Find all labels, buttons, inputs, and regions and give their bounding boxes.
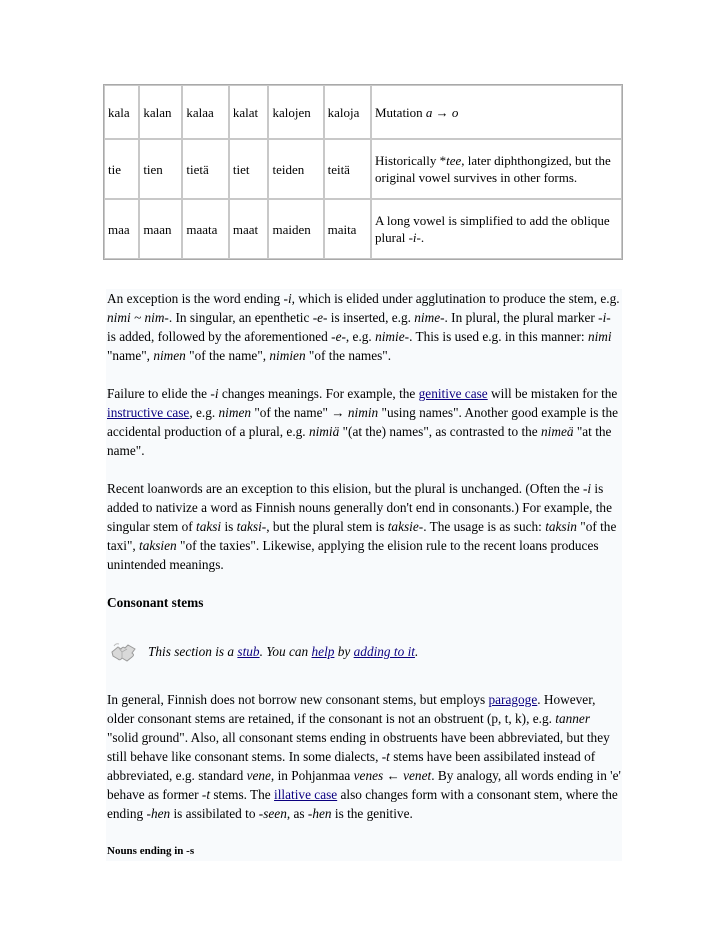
table-cell: kala: [104, 85, 139, 139]
table-row: [104, 139, 622, 199]
table-cell: teiden: [268, 139, 323, 199]
stub-text: This section is a stub. You can help by adding to it.: [148, 643, 419, 659]
section-heading: Consonant stems: [107, 595, 204, 610]
paragoge-link[interactable]: paragoge: [488, 692, 538, 707]
table-cell: maa: [104, 199, 139, 259]
table-cell: maita: [324, 199, 371, 259]
paragraph-elision: An exception is the word ending -i, which is elided under agglutination to produce the stem, e.g. nimi ~ nim-. In singular, an epenthetic -e- is inserted, e.g. nime-. In plural, the plural marker -i- is added, followed by the aforementioned -e-, e.g. nimie-. This is used e.g. in this manner: nimi "name", nimen "of the name", nimien "of the names".: [107, 291, 620, 363]
table-cell: kalat: [229, 85, 269, 139]
table-cell: maan: [139, 199, 182, 259]
stub-notice: [106, 631, 622, 671]
table-note: Mutation a → o: [371, 85, 622, 139]
illative-case-link[interactable]: illative case: [274, 787, 338, 802]
puzzle-piece-icon: [108, 638, 140, 664]
table-cell: kalaa: [182, 85, 229, 139]
table-cell: tietä: [182, 139, 229, 199]
subsection-heading: Nouns ending in -s: [107, 845, 195, 857]
table-cell: teitä: [324, 139, 371, 199]
paragraph-consonant-stems: In general, Finnish does not borrow new consonant stems, but employs paragoge. However, older consonant stems are retained, if the consonant is not an obstruent (p, t, k), e.g. tanner "solid ground". Also, all consonant stems ending in obstruents have been abbreviated, but they still behave like consonant stems. In some dialects, -t stems have been assibilated instead of abbreviated, e.g. standard vene, in Pohjanmaa venes ← venet. By analogy, all words ending in 'e' behave as former -t stems. The illative case also changes form with a consonant stem, where the ending -hen is assibilated to -seen, as -hen is the genitive.: [107, 692, 621, 821]
table-cell: tie: [104, 139, 139, 199]
table-note: A long vowel is simplified to add the oblique plural -i-.: [371, 199, 622, 259]
paragraph-failure: Failure to elide the -i changes meanings. For example, the genitive case will be mistaken for the instructive case, e.g. nimen "of the name" → nimin "using names". Another good example is the accidental production of a plural, e.g. nimiä "(at the) names", as contrasted to the nimeä "at the name".: [107, 386, 619, 458]
table-cell: maata: [182, 199, 229, 259]
table-cell: kalojen: [268, 85, 323, 139]
table-note: Historically *tee, later diphthongized, but the original vowel survives in other forms.: [371, 139, 622, 199]
declension-table: [103, 84, 623, 260]
table-cell: kaloja: [324, 85, 371, 139]
help-link[interactable]: help: [311, 643, 335, 659]
table-row: [104, 199, 622, 259]
genitive-case-link[interactable]: genitive case: [418, 386, 488, 401]
table-cell: kalan: [139, 85, 182, 139]
stub-link[interactable]: stub: [237, 643, 260, 659]
instructive-case-link[interactable]: instructive case: [107, 405, 190, 420]
table-cell: tien: [139, 139, 182, 199]
table-row: [104, 85, 622, 139]
paragraph-loanwords: Recent loanwords are an exception to this elision, but the plural is unchanged. (Often the -i is added to nativize a word as Finnish nouns generally don't end in consonants.) For example, the singular stem of taksi is taksi-, but the plural stem is taksie-. The usage is as such: taksin "of the taxi", taksien "of the taxies". Likewise, applying the elision rule to the recent loans produces unintended meanings.: [107, 481, 617, 572]
table-cell: tiet: [229, 139, 269, 199]
article-body: [106, 289, 622, 861]
adding-to-it-link[interactable]: adding to it: [353, 643, 415, 659]
table-cell: maat: [229, 199, 269, 259]
table-cell: maiden: [268, 199, 323, 259]
